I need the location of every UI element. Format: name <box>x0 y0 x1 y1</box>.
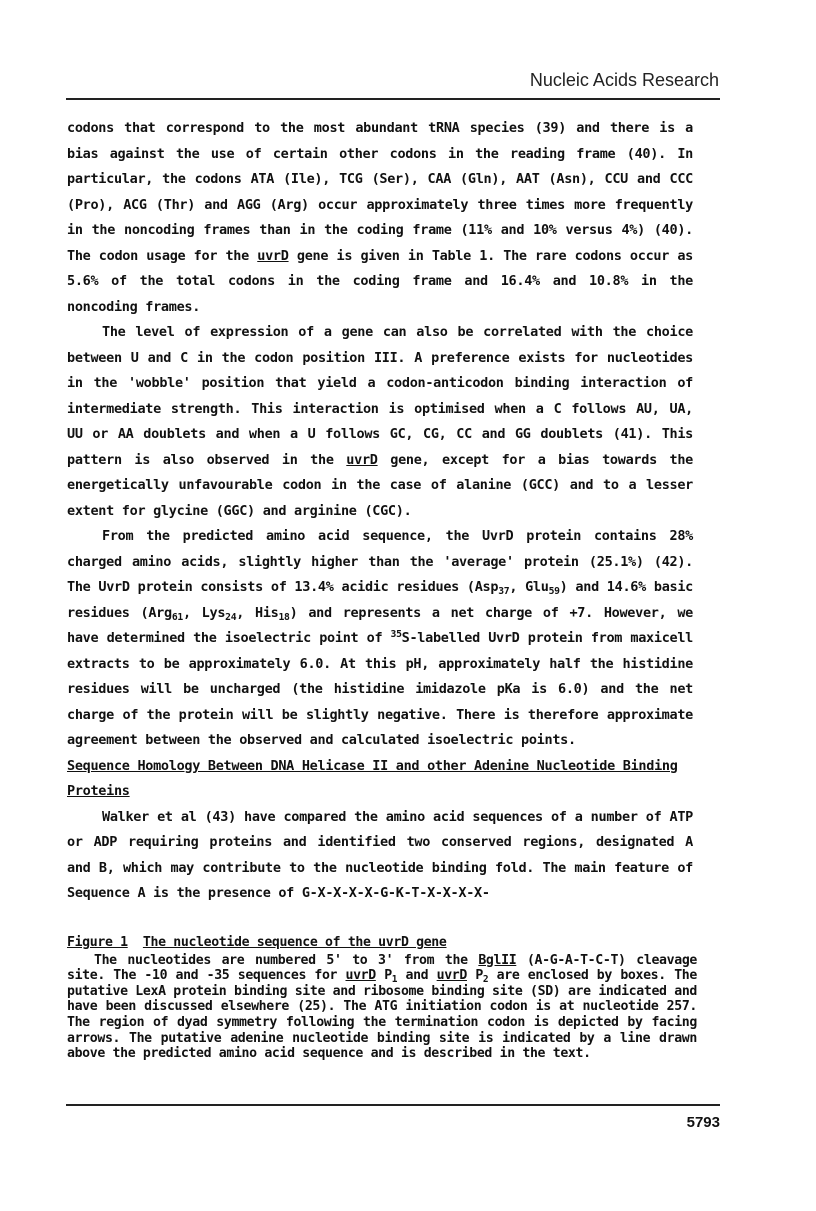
subscript: 61 <box>171 611 183 623</box>
text-run: and <box>405 968 429 984</box>
text-run: gene, except for a bias towards the energetically unfavourable codon in the case of alanine (GCC) and to a lesser extent for glycine (GGC) and arginine (CGC). <box>67 451 694 519</box>
gene-name: uvrD <box>345 968 376 984</box>
text-run: , Lys <box>182 604 226 621</box>
text-run: The level of expression of a gene can also be correlated with the choice between U and C in the codon position III. A preference exists for nucleotides in the 'wobble' position that yield a codon-anticodon binding interaction of intermediate strength. This interaction is optimised when a C follows AU, UA, UU or AA doublets and when a U follows GC, CG, CC and GG doublets (41). This pattern is also observed in the <box>67 324 693 468</box>
figure-title: The nucleotide sequence of the uvrD gene <box>142 935 447 950</box>
text-run: , His <box>236 604 279 621</box>
promoter-label: P <box>475 968 483 984</box>
text-run: From the predicted amino acid sequence, the UvrD protein contains 28% charged amino acids, slightly higher than the 'average' protein (25.1%) (42). The UvrD protein consists of 13.4% acidic residues (Asp <box>67 528 693 595</box>
text-run: are enclosed by boxes. The putative LexA protein binding site and ribosome binding site (SD) are indicated and have been discussed elsewhere (25). The ATG initiation codon is at nucleotide 257. The region of dyad symmetry following the termination codon is depicted by facing arrows. The putative adenine nucleotide binding site is indicated by a line drawn above the predicted amino acid sequence and is described in the text. <box>67 968 697 1062</box>
subscript: 24 <box>225 611 237 623</box>
journal-name: Nucleic Acids Research <box>529 70 719 90</box>
text-run: ) and 14.6% basic residues (Arg <box>67 579 694 621</box>
page-number: 5793 <box>686 1114 720 1131</box>
text-run: ) and represents a net charge of +7. However, we have determined the isoelectric point of <box>67 604 694 646</box>
subscript: 37 <box>498 585 510 597</box>
footer-rule <box>66 1104 720 1106</box>
paragraph <box>67 320 693 524</box>
subscript: 1 <box>391 974 398 986</box>
text-run: , Glu <box>509 579 549 595</box>
text-run: The nucleotides are numbered 5' to 3' from the <box>94 952 468 968</box>
figure-label: Figure 1 <box>67 935 128 950</box>
caption-title <box>67 935 697 951</box>
paragraph <box>67 116 693 320</box>
text-run: codons that correspond to the most abundant tRNA species (39) and there is a bias against the use of certain other codons in the reading frame (40). In particular, the codons ATA (Ile), TCG (Ser), CAA (Gln), AAT (Asn), CCU and CCC (Pro), ACG (Thr) and AGG (Arg) occur approximately three times more frequently in the noncoding frames than in the coding frame (11% and 10% versus 4%) (40). The codon usage for the <box>67 120 693 264</box>
text-run: gene is given in Table 1. The rare codons occur as 5.6% of the total codons in the coding frame and 16.4% and 10.8% in the noncoding frames. <box>67 247 694 315</box>
gene-name: uvrD <box>257 247 289 264</box>
text-run: (A-G-A-T-C-T) cleavage site. The -10 and -35 sequences for <box>67 952 698 984</box>
restriction-site: BglII <box>478 952 517 968</box>
gene-name: uvrD <box>346 451 378 468</box>
gene-name: uvrD <box>436 968 467 984</box>
subscript: 2 <box>482 974 489 986</box>
paragraph <box>67 524 693 754</box>
superscript: 35 <box>390 629 402 641</box>
caption-body <box>67 953 697 1062</box>
subscript: 18 <box>278 611 290 623</box>
section-heading: Sequence Homology Between DNA Helicase II and other Adenine Nucleotide Binding Proteins <box>67 757 678 799</box>
paragraph: Walker et al (43) have compared the amino acid sequences of a number of ATP or ADP requiring proteins and identified two conserved regions, designated A and B, which may contribute to the nucleotide binding fold. The main feature of Sequence A is the presence of G-X-X-X-X-G-K-T-X-X-X-X- <box>67 808 693 901</box>
text-run: S-labelled UvrD protein from maxicell extracts to be approximately 6.0. At this pH, approximately half the histidine residues will be uncharged (the histidine imidazole pKa is 6.0) and the net charge of the protein will be slightly negative. There is therefore approximate agreement between the observed and calculated isoelectric points. <box>67 630 694 748</box>
subscript: 59 <box>548 585 560 597</box>
body-text <box>67 116 693 907</box>
figure-caption <box>67 935 697 1062</box>
header-rule <box>66 98 720 100</box>
promoter-label: P <box>384 968 392 984</box>
